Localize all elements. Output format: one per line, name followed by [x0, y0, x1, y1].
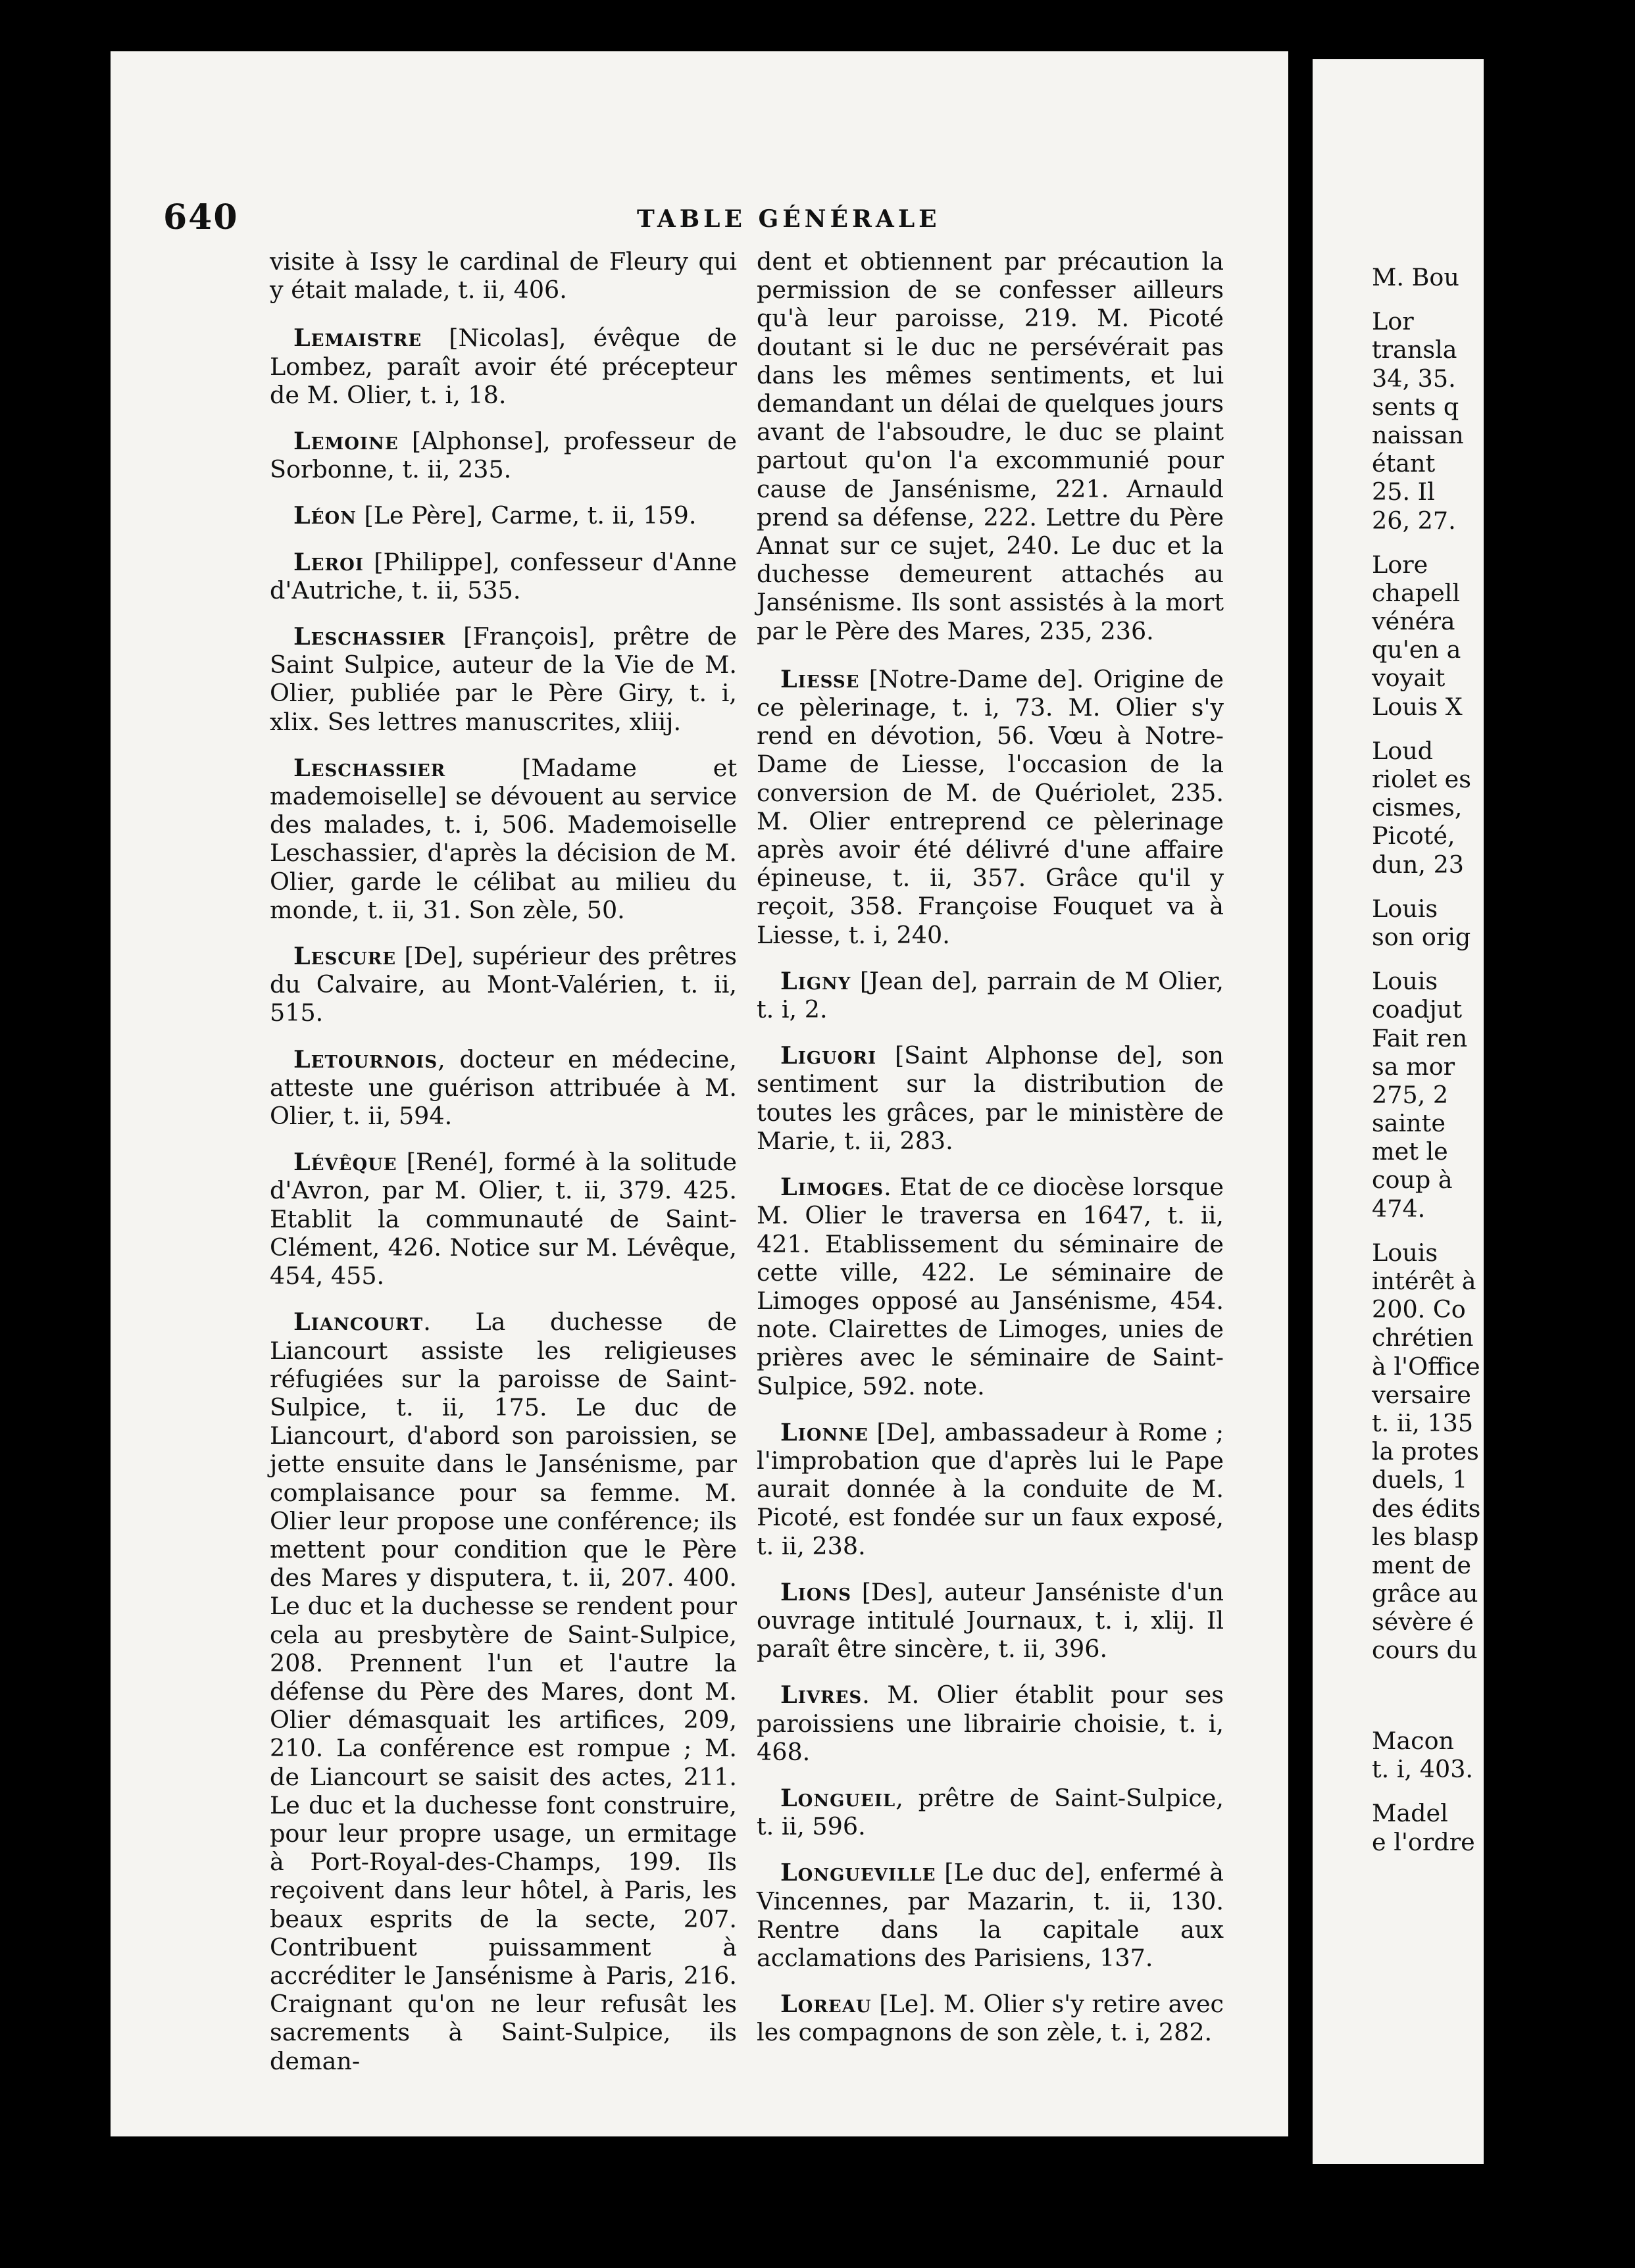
- facing-page-line: Louis: [1372, 894, 1438, 923]
- index-entry: [270, 622, 737, 736]
- facing-page-line: Macon: [1372, 1727, 1455, 1755]
- facing-page-line: met le: [1372, 1137, 1448, 1166]
- facing-page-line: Loud: [1372, 736, 1434, 765]
- facing-page-line: étant: [1372, 449, 1436, 478]
- index-entry: [757, 1173, 1224, 1400]
- facing-page-line: Louis X: [1372, 692, 1463, 721]
- facing-page-line: transla: [1372, 335, 1457, 364]
- index-entry: [757, 1418, 1224, 1560]
- facing-page-line: voyait: [1372, 664, 1446, 693]
- entry-text: visite à Issy le cardinal de Fleury qui y était malade, t. ii, 406.: [270, 247, 737, 305]
- facing-page-line: Madel: [1372, 1799, 1448, 1828]
- index-entry: [757, 1041, 1224, 1155]
- entry-headword: Ligny: [780, 966, 851, 995]
- facing-page-line: [1372, 291, 1635, 307]
- entry-text: [François], prêtre de Saint Sulpice, auteur de la Vie de M. Olier, publiée par le Père Giry, t. i, xlix. Ses lettres manuscrites, xliij.: [270, 622, 737, 736]
- entry-headword: Liancourt: [293, 1308, 424, 1337]
- index-entry: [757, 665, 1224, 949]
- entry-headword: Lions: [780, 1577, 852, 1606]
- facing-page-line: 26, 27.: [1372, 506, 1456, 535]
- entry-headword: Léon: [293, 501, 357, 530]
- facing-page-line: M. Bou: [1372, 263, 1459, 291]
- index-entry: [270, 1045, 737, 1131]
- index-entry: [270, 942, 737, 1027]
- entry-text: [De], ambassadeur à Rome ; l'improbation que d'après lui le Pape aurait donnée à la conduite de M. Picoté, est fondée sur un faux exposé, t. ii, 238.: [757, 1418, 1224, 1560]
- facing-page-line: Louis: [1372, 967, 1438, 996]
- facing-page-line: [1372, 535, 1635, 551]
- facing-page-line: chapell: [1372, 578, 1461, 607]
- facing-page-line: duels, 1: [1372, 1466, 1468, 1494]
- facing-page-line: [1372, 1223, 1635, 1239]
- facing-page-line: dun, 23: [1372, 850, 1465, 879]
- facing-page-line: la protes: [1372, 1437, 1479, 1466]
- entry-text: , prêtre de Saint-Sulpice, t. ii, 596.: [757, 1783, 1224, 1841]
- facing-page-line: Lore: [1372, 550, 1428, 579]
- facing-page-line: sainte: [1372, 1109, 1446, 1138]
- index-entry: [757, 247, 1224, 645]
- facing-page-line: naissan: [1372, 420, 1464, 449]
- facing-page-line: 474.: [1372, 1194, 1426, 1223]
- entry-headword: Lévêque: [293, 1148, 397, 1177]
- facing-page-line: grâce au: [1372, 1579, 1478, 1608]
- entry-text: [Le Père], Carme, t. ii, 159.: [356, 501, 697, 530]
- facing-page-line: Fait ren: [1372, 1023, 1468, 1052]
- facing-page-line: à l'Office: [1372, 1352, 1480, 1381]
- index-entry: [270, 1308, 737, 2075]
- page-number: 640: [163, 197, 239, 237]
- entry-text: [Nicolas], évêque de Lombez, paraît avoir été précepteur de M. Olier, t. i, 18.: [270, 324, 737, 409]
- facing-page-line: sa mor: [1372, 1052, 1455, 1081]
- facing-page-line: Picoté,: [1372, 822, 1455, 851]
- entry-text: . M. Olier établit pour ses paroissiens une librairie choisie, t. i, 468.: [757, 1681, 1224, 1766]
- facing-page-line: son orig: [1372, 922, 1471, 951]
- page-header: [163, 197, 1216, 243]
- facing-page-line: cours du: [1372, 1636, 1478, 1665]
- facing-page-line: 200. Co: [1372, 1295, 1466, 1324]
- facing-page-line: [1372, 879, 1635, 895]
- facing-page-line: [1372, 951, 1635, 967]
- entry-headword: Longueil: [780, 1783, 896, 1812]
- entry-headword: Longueville: [780, 1858, 936, 1887]
- index-entry: [270, 754, 737, 924]
- entry-headword: Leroi: [293, 547, 364, 576]
- index-entry: [757, 967, 1224, 1023]
- facing-page-line: [1372, 1783, 1635, 1799]
- facing-page-line: t. ii, 135: [1372, 1408, 1474, 1437]
- entry-text: . La duchesse de Liancourt assiste les religieuses réfugiées sur la paroisse de Saint-Sulpice, t. ii, 175. Le duc de Liancourt, d'abord son paroissien, se jette ensuite dans le Jansénisme, par complaisance pour sa femme. M. Olier leur propose une conférence; ils mettent pour condition que le Père des Mares y disputera, t. ii, 207. 400. Le duc et la duchesse se rendent pour cela au presbytère de Saint-Sulpice, 208. Prennent l'un et l'autre la défense du Père des Mares, dont M. Olier démasquait les artifices, 209, 210. La conférence est rompue ; M. de Liancourt se saisit des actes, 211. Le duc et la duchesse font construire, pour leur propre usage, un ermitage à Port-Royal-des-Champs, 199. Ils reçoivent dans leur hôtel, à Paris, les beaux esprits de la secte, 207. Contribuent puissamment à accréditer le Jansénisme à Paris, 216. Craignant qu'on ne leur refusât les sacrements à Saint-Sulpice, ils deman-: [270, 1308, 737, 2075]
- facing-page-bottom-text: [1372, 1727, 1635, 1856]
- index-entry: [270, 247, 737, 304]
- index-column-left: [270, 247, 737, 2093]
- facing-page-line: les blasp: [1372, 1522, 1479, 1551]
- entry-text: , docteur en médecine, atteste une guérison attribuée à M. Olier, t. ii, 594.: [270, 1045, 737, 1131]
- facing-page-line: Louis: [1372, 1238, 1438, 1267]
- index-entry: [270, 1148, 737, 1290]
- index-entry: [270, 427, 737, 483]
- entry-text: [René], formé à la solitude d'Avron, par M. Olier, t. ii, 379. 425. Etablit la communauté de Saint-Clément, 426. Notice sur M. Lévêque, 454, 455.: [270, 1148, 737, 1291]
- entry-headword: Liguori: [780, 1041, 877, 1070]
- facing-page-line: t. i, 403.: [1372, 1755, 1474, 1784]
- entry-text: [Philippe], confesseur d'Anne d'Autriche, t. ii, 535.: [270, 547, 737, 604]
- index-entry: [757, 1858, 1224, 1972]
- entry-text: [Le]. M. Olier s'y retire avec les compagnons de son zèle, t. i, 282.: [757, 1990, 1224, 2047]
- facing-page-line: e l'ordre: [1372, 1827, 1475, 1856]
- index-entry: [270, 501, 737, 530]
- facing-page-line: coadjut: [1372, 995, 1463, 1024]
- entry-headword: Limoges: [780, 1173, 884, 1202]
- entry-headword: Leschassier: [293, 753, 446, 782]
- entry-text: [Des], auteur Janséniste d'un ouvrage intitulé Journaux, t. i, xlij. Il paraît être sincère, t. ii, 396.: [757, 1577, 1224, 1664]
- entry-headword: Liesse: [780, 664, 860, 693]
- index-entry: [270, 548, 737, 604]
- facing-page-line: sévère é: [1372, 1608, 1474, 1637]
- facing-page-line: riolet es: [1372, 765, 1471, 793]
- facing-page-line: qu'en a: [1372, 635, 1461, 664]
- entry-text: [Madame et mademoiselle] se dévouent au service des malades, t. i, 506. Mademoiselle Leschassier, d'après la décision de M. Olier, garde le célibat au milieu du monde, t. ii, 31. Son zèle, 50.: [270, 753, 737, 924]
- entry-headword: Letournois: [293, 1045, 438, 1073]
- index-entry: [757, 1681, 1224, 1766]
- facing-page-text: [1372, 263, 1635, 1665]
- facing-page-line: Lor: [1372, 307, 1414, 336]
- facing-page-line: sents q: [1372, 392, 1459, 421]
- facing-page-line: versaire: [1372, 1380, 1471, 1409]
- index-entry: [757, 1784, 1224, 1840]
- facing-page-line: vénéra: [1372, 607, 1455, 636]
- entry-text: [Jean de], parrain de M Olier, t. i, 2.: [757, 966, 1224, 1024]
- facing-page-line: 25. Il: [1372, 478, 1435, 506]
- index-entry: [757, 1990, 1224, 2046]
- entry-text: dent et obtiennent par précaution la permission de se confesser ailleurs qu'à leur paroisse, 219. M. Picoté doutant si le duc ne persévérait pas dans les mêmes sentiments, et lui demandant un délai de quelques jours avant de l'absoudre, le duc se plaint partout qu'on l'a excommunié pour cause de Jansénisme, 221. Arnauld prend sa défense, 222. Lettre du Père Annat sur ce sujet, 240. Le duc et la duchesse demeurent attachés au Jansénisme. Ils sont assistés à la mort par le Père des Mares, 235, 236.: [757, 247, 1224, 645]
- facing-page-line: cismes,: [1372, 793, 1463, 822]
- facing-page-line: des édits: [1372, 1494, 1481, 1523]
- facing-page-line: 34, 35.: [1372, 364, 1456, 393]
- entry-headword: Lionne: [780, 1418, 868, 1446]
- entry-text: . Etat de ce diocèse lorsque M. Olier le traversa en 1647, t. ii, 421. Etablissement du séminaire de cette ville, 422. Le séminaire de Limoges opposé au Jansénisme, 454. note. Clairettes de Limoges, unies de prières avec le séminaire de Saint-Sulpice, 592. note.: [757, 1173, 1224, 1400]
- entry-headword: Leschassier: [293, 622, 446, 651]
- entry-headword: Loreau: [780, 1990, 872, 2019]
- facing-page-line: [1372, 721, 1635, 737]
- entry-headword: Lemaistre: [293, 324, 422, 353]
- index-entry: [757, 1578, 1224, 1664]
- facing-page-line: coup à: [1372, 1166, 1453, 1195]
- facing-page-line: 275, 2: [1372, 1080, 1449, 1109]
- entry-text: [Notre-Dame de]. Origine de ce pèlerinage, t. i, 73. M. Olier s'y rend en dévotion, 56. Vœu à Notre-Dame de Liesse, l'occasion de la conversion de M. de Quériolet, 235. M. Olier entreprend ce pèlerinage après avoir été délivré d'une affaire épineuse, t. ii, 357. Grâce qu'il y reçoit, 358. Françoise Fouquet va à Liesse, t. i, 240.: [757, 664, 1224, 949]
- entry-text: [Alphonse], professeur de Sorbonne, t. ii, 235.: [270, 427, 737, 484]
- index-column-right: [757, 247, 1224, 2065]
- index-entry: [270, 324, 737, 409]
- entry-text: [Le duc de], enfermé à Vincennes, par Mazarin, t. ii, 130. Rentre dans la capitale aux acclamations des Parisiens, 137.: [757, 1858, 1224, 1972]
- facing-page-line: ment de: [1372, 1550, 1471, 1579]
- entry-text: [De], supérieur des prêtres du Calvaire, au Mont-Valérien, t. ii, 515.: [270, 942, 737, 1027]
- entry-headword: Lescure: [293, 942, 397, 971]
- facing-page-line: intérêt à: [1372, 1267, 1476, 1295]
- entry-headword: Livres: [780, 1681, 863, 1710]
- entry-headword: Lemoine: [293, 427, 399, 456]
- running-title: TABLE GÉNÉRALE: [637, 205, 941, 233]
- entry-text: [Saint Alphonse de], son sentiment sur la distribution de toutes les grâces, par le ministère de Marie, t. ii, 283.: [757, 1041, 1224, 1155]
- facing-page-line: chrétien: [1372, 1323, 1474, 1352]
